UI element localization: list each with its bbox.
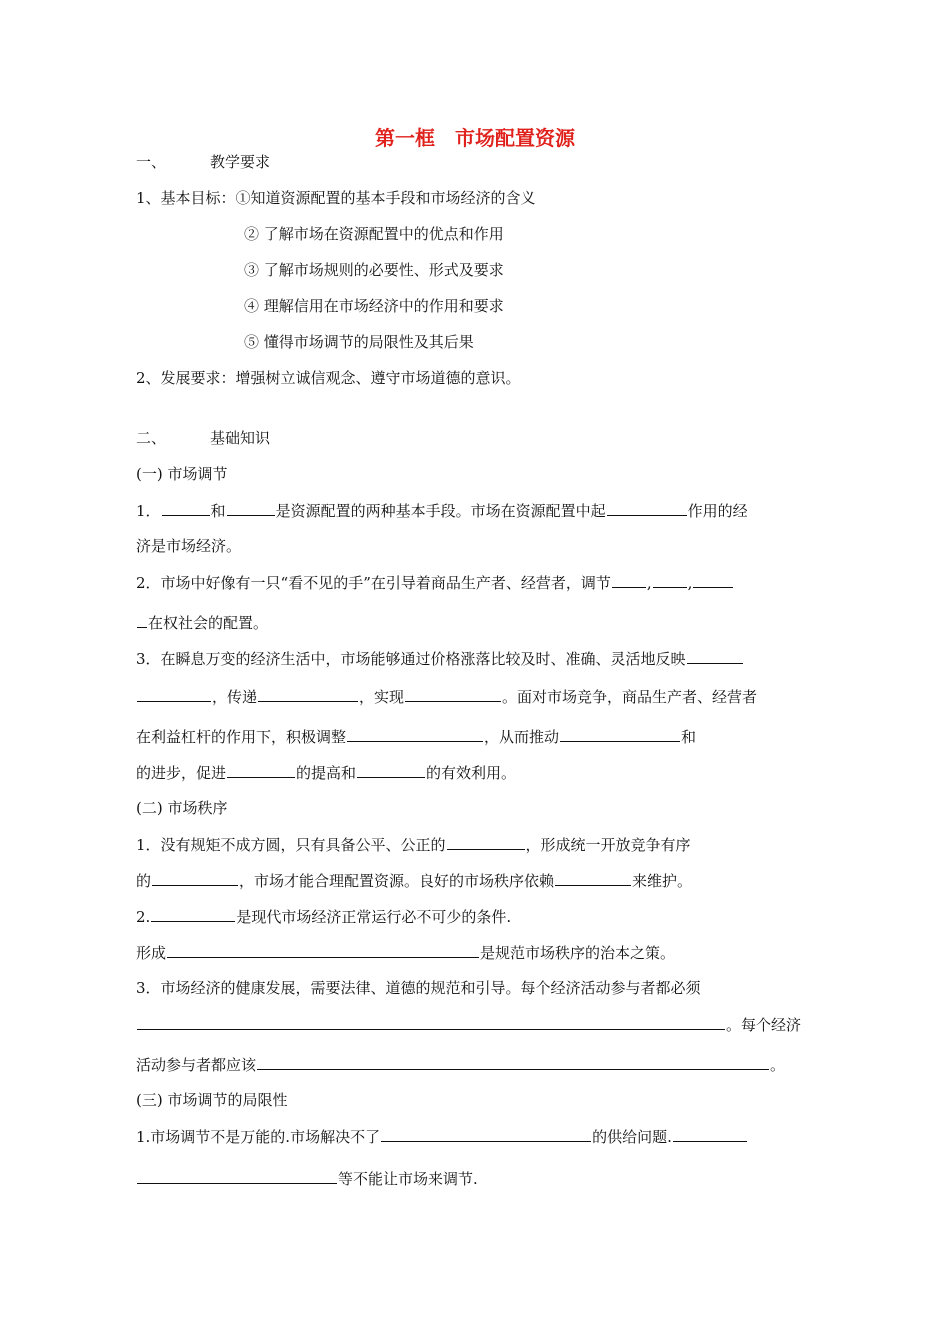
subsection-heading-market-order: (二) 市场秩序 bbox=[136, 799, 228, 817]
question-line: 形成 是规范市场秩序的治本之策。 bbox=[136, 944, 676, 962]
question-line: 活动参与者都应该 。 bbox=[136, 1056, 786, 1074]
question-line: 3．市场经济的健康发展，需要法律、道德的规范和引导。每个经济活动参与者都必须 bbox=[136, 979, 701, 997]
section-number: 二、 bbox=[136, 429, 167, 447]
goal-item: ② 了解市场在资源配置中的优点和作用 bbox=[244, 225, 504, 243]
question-line: 的进步，促进 的提高和 的有效利用。 bbox=[136, 764, 517, 782]
basic-goal-line bbox=[136, 188, 536, 208]
question-line: 2. 是现代市场经济正常运行必不可少的条件. bbox=[136, 908, 512, 926]
question-line: 。每个经济 bbox=[136, 1014, 801, 1035]
subsection-heading-market-limitations: (三) 市场调节的局限性 bbox=[136, 1091, 288, 1109]
answer-blank[interactable] bbox=[612, 572, 646, 588]
question-line: ，传递 ，实现 。面对市场竞争，商品生产者、经营者 bbox=[136, 686, 757, 707]
answer-blank[interactable] bbox=[152, 870, 238, 886]
answer-blank[interactable] bbox=[258, 686, 358, 702]
page-title: 第一框 市场配置资源 bbox=[375, 126, 575, 150]
answer-blank[interactable] bbox=[555, 870, 631, 886]
question-line: 济是市场经济。 bbox=[136, 537, 242, 555]
answer-blank[interactable] bbox=[357, 762, 425, 778]
answer-blank[interactable] bbox=[227, 500, 275, 516]
goal-label: 1、基本目标： bbox=[136, 189, 236, 207]
section-title: 教学要求 bbox=[210, 153, 271, 171]
question-line: 在权社会的配置。 bbox=[136, 612, 268, 633]
answer-blank[interactable] bbox=[227, 762, 295, 778]
question-line: 的 ，市场才能合理配置资源。良好的市场秩序依赖 来维护。 bbox=[136, 872, 693, 890]
question-line: 1．没有规矩不成方圆，只有具备公平、公正的 ，形成统一开放竞争有序 bbox=[136, 836, 691, 854]
answer-blank[interactable] bbox=[162, 500, 210, 516]
answer-blank[interactable] bbox=[693, 572, 733, 588]
goal-item: ⑤ 懂得市场调节的局限性及其后果 bbox=[244, 333, 474, 351]
answer-blank[interactable] bbox=[151, 906, 235, 922]
answer-blank[interactable] bbox=[381, 1126, 591, 1142]
answer-blank[interactable] bbox=[405, 686, 501, 702]
subsection-heading-market-regulation: (一) 市场调节 bbox=[136, 465, 228, 483]
goal-item: ④ 理解信用在市场经济中的作用和要求 bbox=[244, 297, 504, 315]
answer-blank[interactable] bbox=[137, 612, 147, 628]
answer-blank[interactable] bbox=[447, 834, 525, 850]
question-line: 2．市场中好像有一只“看不见的手”在引导着商品生产者、经营者，调节 , , bbox=[136, 572, 734, 593]
answer-blank[interactable] bbox=[137, 1168, 337, 1184]
goal-item: ③ 了解市场规则的必要性、形式及要求 bbox=[244, 261, 504, 279]
answer-blank[interactable] bbox=[560, 726, 680, 742]
answer-blank[interactable] bbox=[607, 500, 687, 516]
question-line: 等不能让市场来调节. bbox=[136, 1168, 478, 1189]
question-line: 3．在瞬息万变的经济生活中，市场能够通过价格涨落比较及时、准确、灵活地反映 bbox=[136, 648, 744, 669]
question-line: 1.市场调节不是万能的.市场解决不了 的供给问题. bbox=[136, 1126, 748, 1147]
section-title: 基础知识 bbox=[210, 429, 271, 447]
section-number: 一、 bbox=[136, 153, 167, 171]
section-heading-teaching-requirements bbox=[136, 152, 270, 172]
answer-blank[interactable] bbox=[687, 648, 743, 664]
goal-item: ①知道资源配置的基本手段和市场经济的含义 bbox=[235, 189, 536, 207]
answer-blank[interactable] bbox=[673, 1126, 747, 1142]
question-line: 在利益杠杆的作用下，积极调整 ，从而推动 和 bbox=[136, 728, 697, 746]
answer-blank[interactable] bbox=[653, 572, 687, 588]
development-requirement: 2、发展要求：增强树立诚信观念、遵守市场道德的意识。 bbox=[136, 369, 521, 387]
answer-blank[interactable] bbox=[257, 1054, 769, 1070]
answer-blank[interactable] bbox=[167, 942, 479, 958]
answer-blank[interactable] bbox=[137, 686, 211, 702]
answer-blank[interactable] bbox=[137, 1014, 725, 1030]
section-heading-basic-knowledge bbox=[136, 428, 270, 448]
question-line: 1． 和 是资源配置的两种基本手段。市场在资源配置中起 作用的经 bbox=[136, 502, 748, 520]
answer-blank[interactable] bbox=[347, 726, 483, 742]
